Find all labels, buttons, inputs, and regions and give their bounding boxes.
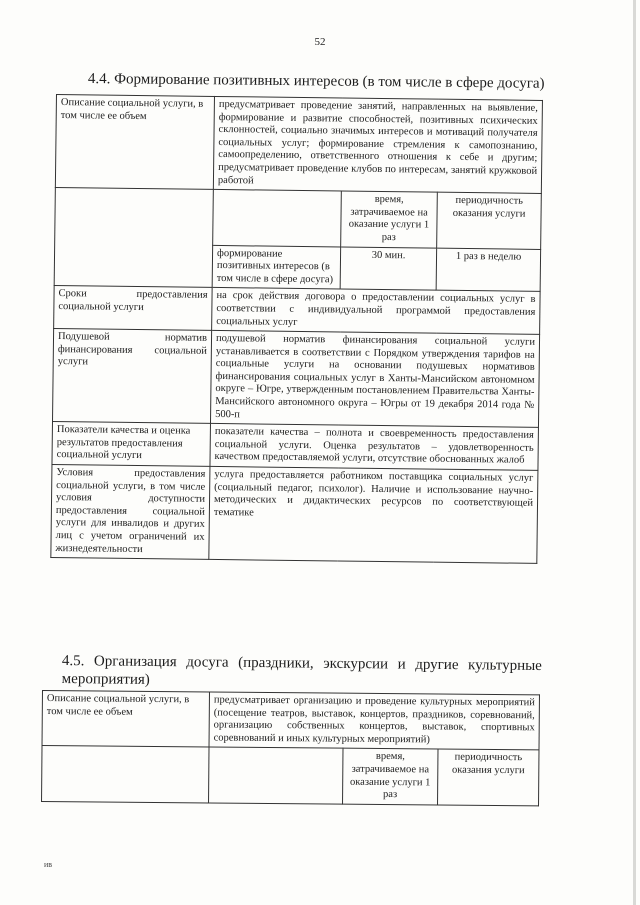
row-label: Подушевой норматив финансирования социальной услуги: [52, 329, 211, 424]
periodicity-header: периодичность оказания услуги: [438, 749, 540, 805]
page-number: 52: [314, 36, 326, 48]
footer-mark: ив: [44, 860, 53, 869]
row-text: предусматривает проведение занятий, направленных на выявление, формирование и развитие способностей, позитивных психических склонностей, социально значимых интересов и мотиваций получателя социальных услуг; формирование стремления к самопознанию, самоопределению, ответственного отношения к себе и другим; предусматривает проведение клубов по интересам, занятий кружковой работой: [213, 96, 542, 193]
periodicity-header: периодичность оказания услуги: [437, 192, 542, 249]
table-row: [42, 691, 539, 751]
scan-edge: [633, 0, 636, 905]
section-heading-4-4: 4.4. Формирование позитивных интересов (в том числе в сфере досуга): [87, 70, 545, 92]
service-table-4-4: [50, 94, 543, 564]
row-text: услуга предоставляется работником поставщика социальных услуг (социальный педагог, психолог). Наличие и использование научно-методических и дидактических ресурсов по соответствующей тематике: [209, 466, 538, 563]
table-row: [51, 465, 538, 564]
table-row: [52, 329, 539, 428]
table-row: [54, 286, 541, 335]
row-text: на срок действия договора о предоставлении социальных услуг в соответствии с индивидуальной программой предоставления социальных услуг: [212, 288, 541, 335]
periodicity-value: 1 раз в неделю: [436, 248, 541, 292]
empty-cell: [54, 188, 213, 288]
empty-cell: [209, 747, 343, 804]
table-row: [55, 188, 542, 249]
row-text: предусматривает организацию и проведение культурных мероприятий (посещение театров, выставок, концертов, праздников, соревнований, организацию собственных концертов, выставок, спортивных соревнований и иных культурных мероприятий): [209, 692, 540, 750]
service-table-4-5: [41, 690, 540, 806]
row-label: Описание социальной услуги, в том числе ее объем: [55, 95, 214, 190]
row-text: подушевой норматив финансирования социальной услуги устанавливается в соответствии с Порядком утверждения тарифов на социальные услуги на основании подушевых нормативов финансирования социальных услуг в Ханты-Мансийском автономном округе – Югре, утвержденным постановлением Правительства Ханты-Мансийского автономного округа – Югры от 19 декабря 2014 года № 500-п: [210, 331, 539, 428]
time-header: время, затрачиваемое на оказание услуги 1 раз: [341, 191, 438, 248]
empty-cell: [42, 746, 209, 803]
row-text: показатели качества – полнота и своевременность предоставления социальной услуги. Оценка результатов – удовлетворенность качеством предоставляемой услуги, отсутствие обоснованных жалоб: [210, 424, 539, 471]
time-header: время, затрачиваемое на оказание услуги 1 раз: [343, 749, 438, 805]
section-heading-4-5: 4.5. Организация досуга (праздники, экскурсии и другие культурные мероприятия): [61, 652, 542, 688]
row-label: Показатели качества и оценка результатов предоставления социальной услуги: [52, 422, 211, 467]
row-label: Описание социальной услуги, в том числе ее объем: [42, 691, 209, 748]
empty-cell: [213, 190, 342, 247]
service-name: формирование позитивных интересов (в том числе в сфере досуга): [212, 245, 341, 289]
table-row: [42, 746, 539, 806]
row-label: Условия предоставления социальной услуги, в том числе условия доступности предоставления социальной услуги для инвалидов и других лиц с учетом ограничений их жизнедеятельности: [51, 465, 210, 560]
time-value: 30 мин.: [340, 247, 437, 291]
row-label: Сроки предоставления социальной услуги: [54, 286, 213, 331]
table-row: [52, 422, 539, 471]
table-row: [55, 95, 542, 194]
